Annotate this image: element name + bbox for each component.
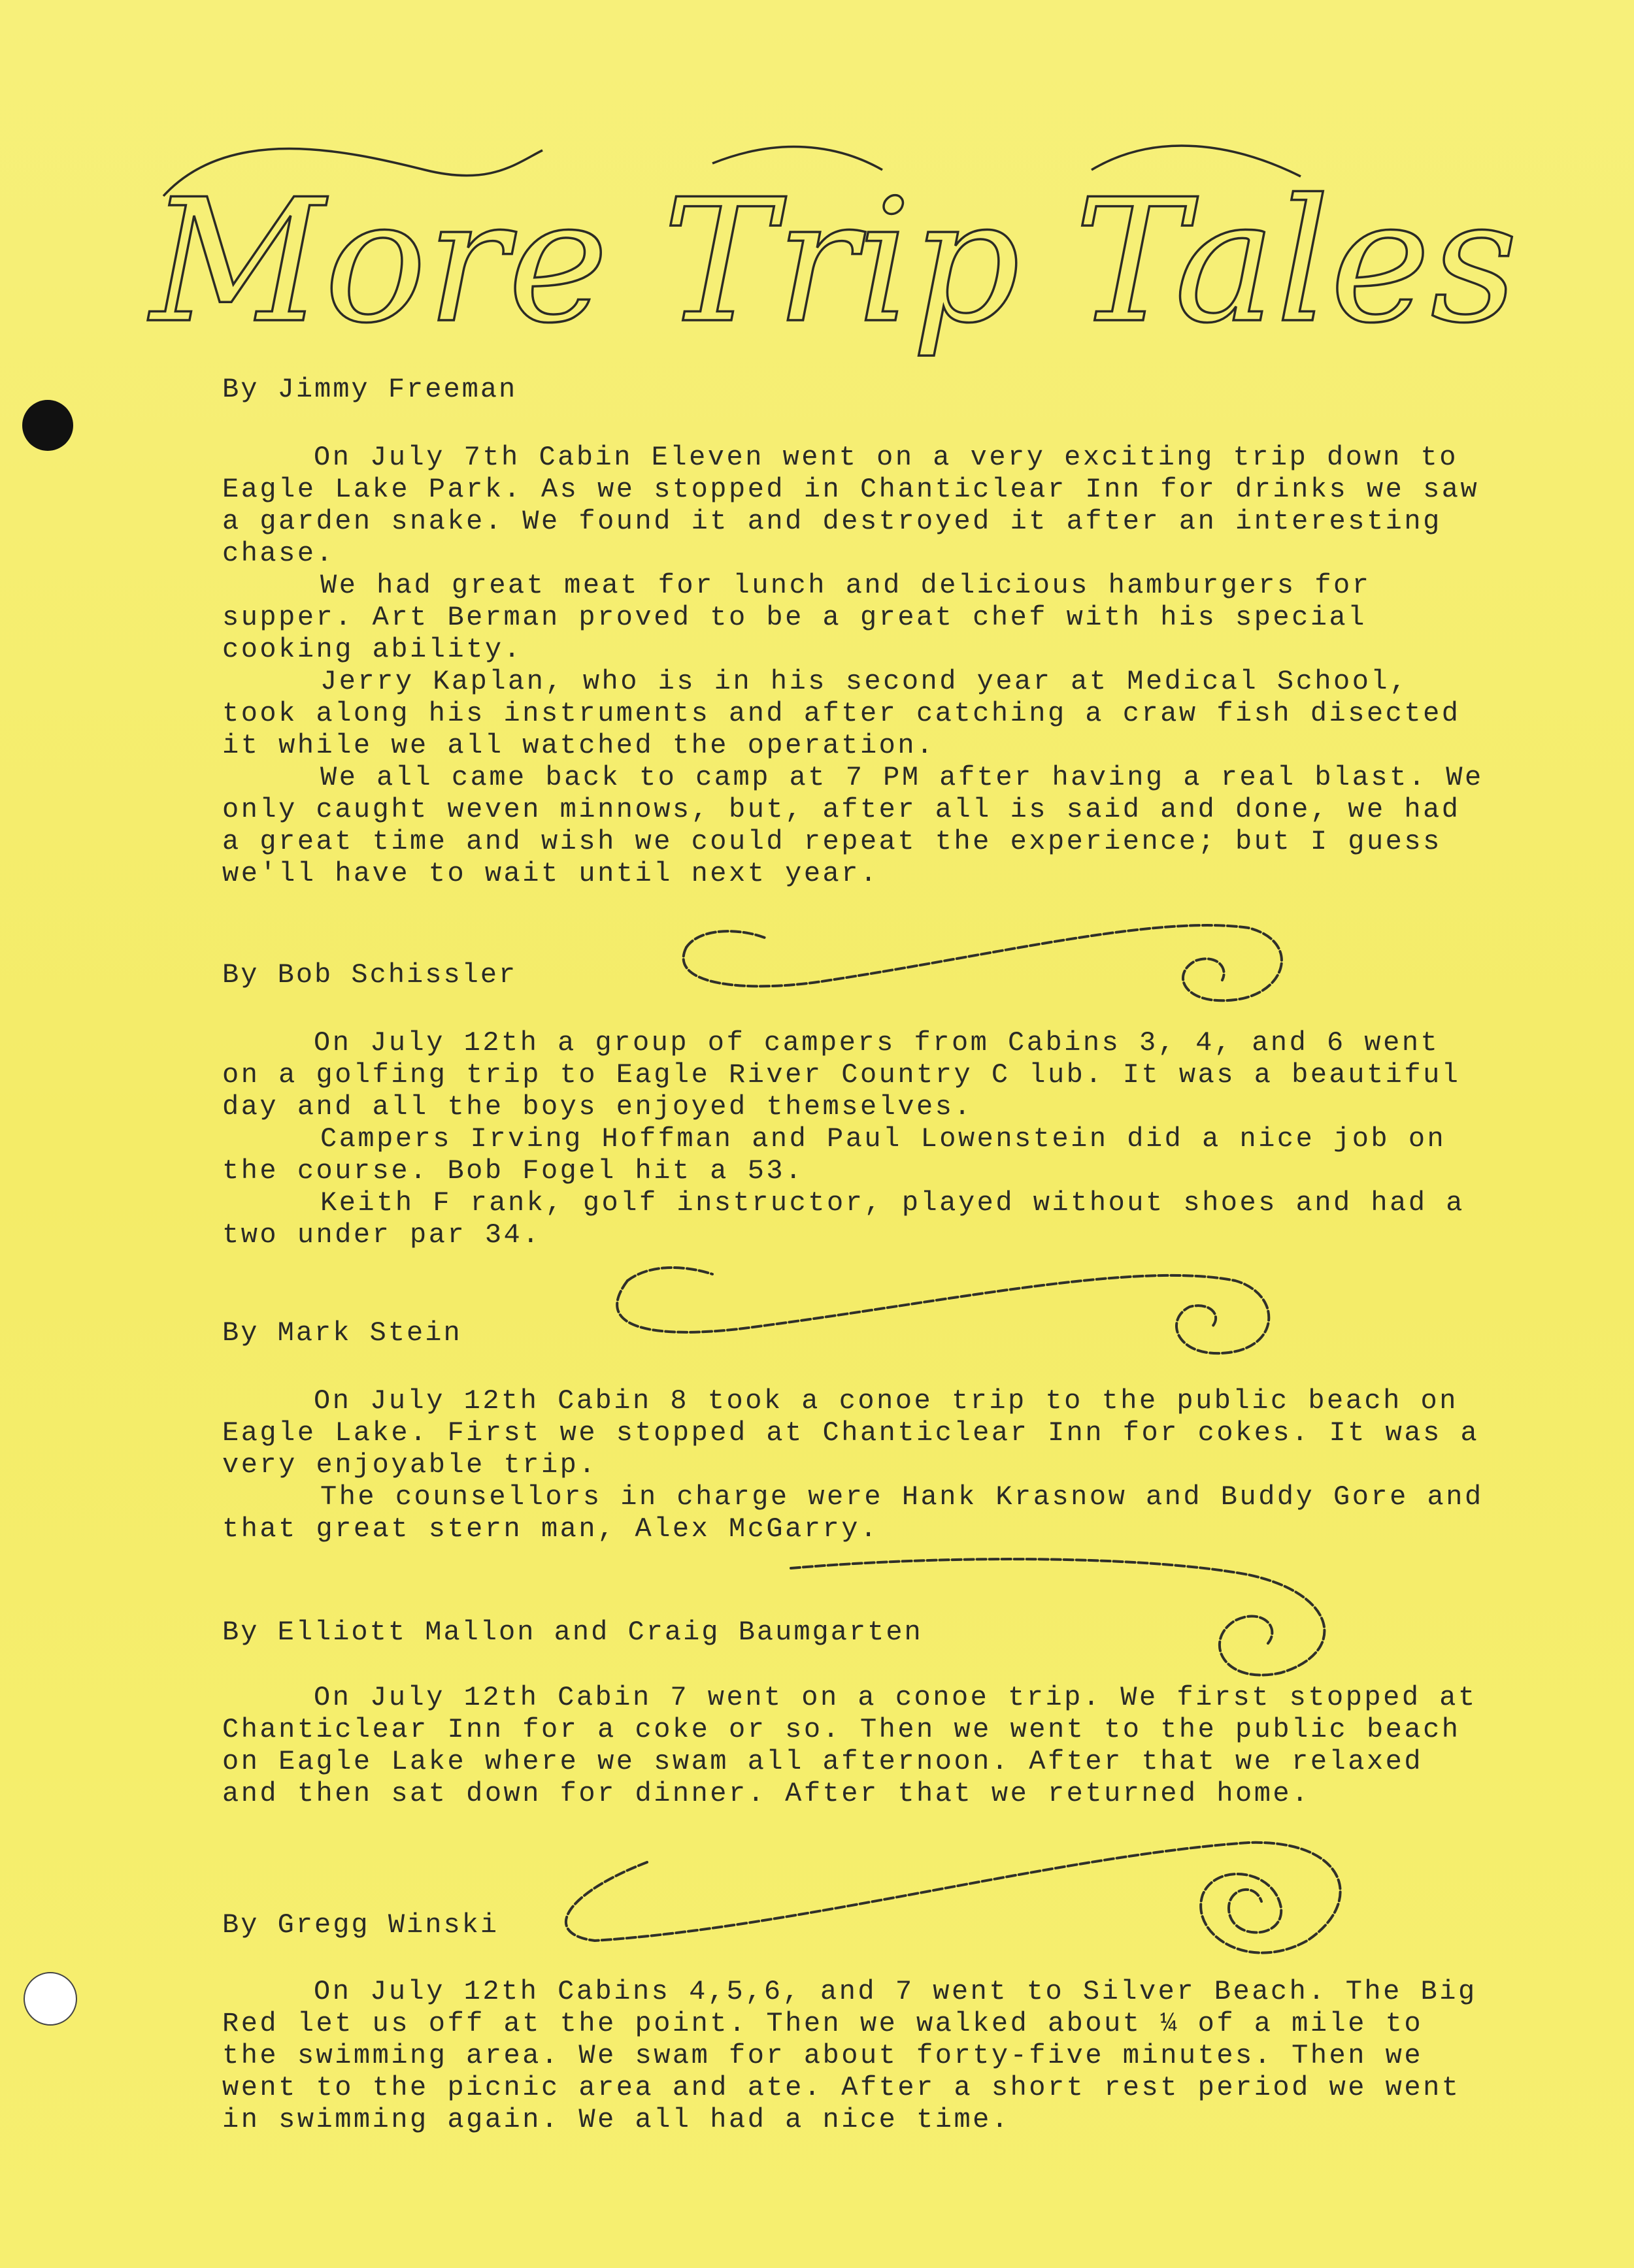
punch-hole-top — [22, 400, 73, 451]
story-1-paragraph-2: We had great meat for lunch and delicious hamburgers for supper. Art Berman proved to be a great chef with his special cooking ability. — [222, 570, 1371, 665]
swash-divider-4 — [536, 1816, 1373, 1967]
story-1-paragraph-1: On July 7th Cabin Eleven went on a very exciting trip down to Eagle Lake Park. As we stopped in Chanticlear Inn for drinks we saw a garden snake. We found it and destroyed it after an interesting chase. — [222, 442, 1480, 569]
swash-divider-2 — [588, 1241, 1301, 1359]
byline-5: By Gregg Winski — [222, 1909, 499, 1941]
punch-hole-bottom — [24, 1972, 77, 2026]
byline-4: By Elliott Mallon and Craig Baumgarten — [222, 1617, 923, 1648]
story-1-paragraph-3: Jerry Kaplan, who is in his second year at Medical School, took along his instruments and after catching a craw fish disected it while we all watched the operation. — [222, 666, 1461, 761]
swash-divider-1 — [660, 902, 1301, 1006]
story-2 — [222, 1027, 1490, 1251]
byline-2: By Bob Schissler — [222, 959, 518, 991]
story-2-paragraph-1: On July 12th a group of campers from Cabins 3, 4, and 6 went on a golfing trip to Eagle River Country C lub. It was a beautiful day and all the boys enjoyed themselves. — [222, 1027, 1461, 1123]
story-4 — [222, 1682, 1490, 1810]
story-3 — [222, 1385, 1490, 1545]
story-2-paragraph-3: Keith F rank, golf instructor, played without shoes and had a two under par 34. — [222, 1187, 1465, 1251]
headline-script — [150, 124, 1518, 399]
byline-1: By Jimmy Freeman — [222, 374, 518, 405]
swash-divider-3 — [778, 1549, 1353, 1679]
byline-3: By Mark Stein — [222, 1317, 462, 1349]
headline-text: More Trip Tales — [150, 163, 1518, 361]
story-3-paragraph-1: On July 12th Cabin 8 took a conoe trip to the public beach on Eagle Lake. First we stopped at Chanticlear Inn for cokes. It was a very enjoyable trip. — [222, 1385, 1480, 1481]
story-5 — [222, 1976, 1490, 2136]
story-5-paragraph-1: On July 12th Cabins 4,5,6, and 7 went to Silver Beach. The Big Red let us off at the point. Then we walked about ¼ of a mile to the swimming area. We swam for about forty-five minutes. Then we went to the picnic area and ate. After a short rest period we went in swimming again. We all had a nice time. — [222, 1976, 1477, 2135]
headline — [150, 124, 1518, 399]
story-4-paragraph-1: On July 12th Cabin 7 went on a conoe trip. We first stopped at Chanticlear Inn for a coke or so. Then we went to the public beach on Eagle Lake where we swam all afternoon. After that we relaxed and then sat down for dinner. After that we returned home. — [222, 1682, 1477, 1809]
story-1 — [222, 442, 1490, 890]
story-1-paragraph-4: We all came back to camp at 7 PM after having a real blast. We only caught weven minnows, but, after all is said and done, we had a great time and wish we could repeat the experience; but I guess we'll have to wait until next year. — [222, 762, 1484, 889]
story-2-paragraph-2: Campers Irving Hoffman and Paul Lowenstein did a nice job on the course. Bob Fogel hit a 53. — [222, 1123, 1446, 1187]
story-3-paragraph-2: The counsellors in charge were Hank Krasnow and Buddy Gore and that great stern man, Alex McGarry. — [222, 1481, 1484, 1545]
